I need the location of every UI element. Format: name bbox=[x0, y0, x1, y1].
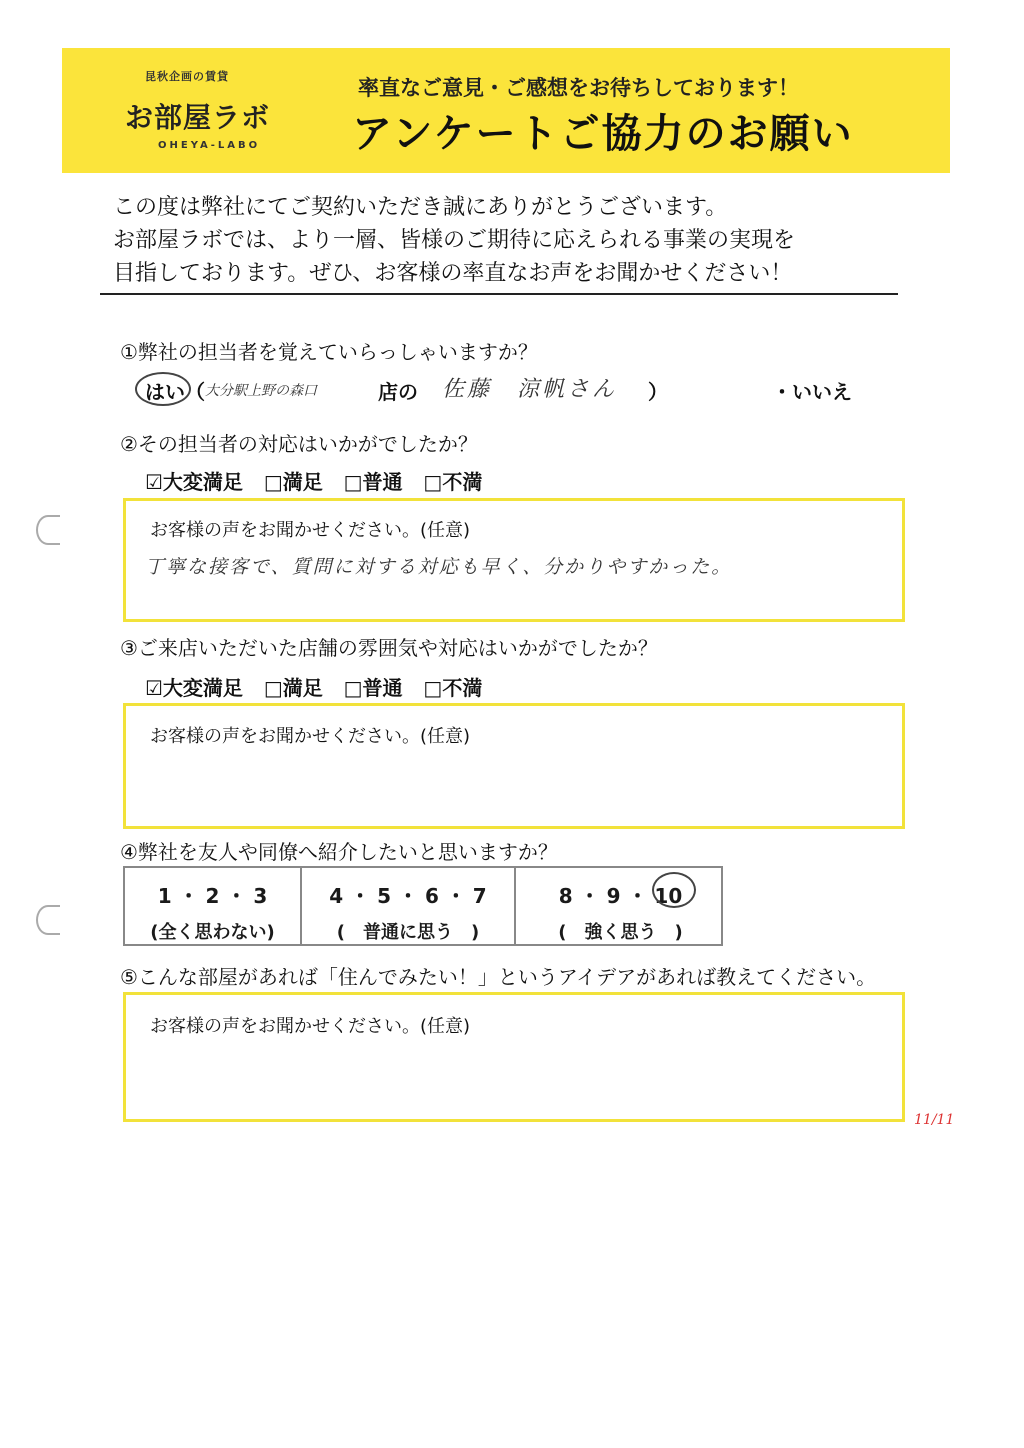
marginal-date-mark: 11/11 bbox=[914, 1112, 955, 1128]
q3-voice-label: お客様の声をお聞かせください。(任意) bbox=[150, 726, 471, 747]
question-1: ①弊社の担当者を覚えていらっしゃいますか？ bbox=[120, 340, 538, 364]
rating-group-high[interactable] bbox=[516, 868, 725, 944]
question-5: ⑤こんな部屋があれば「住んでみたい！」というアイデアがあれば教えてください。 bbox=[120, 965, 877, 989]
question-2: ②その担当者の対応はいかがでしたか？ bbox=[120, 432, 478, 456]
q1-yes-option bbox=[145, 376, 205, 405]
q2-voice-label: お客様の声をお聞かせください。(任意) bbox=[150, 520, 471, 541]
paren-open: （ bbox=[185, 380, 205, 404]
question-4: ④弊社を友人や同僚へ紹介したいと思いますか？ bbox=[120, 840, 558, 864]
q2-voice-handwritten: 丁寧な接客で、質問に対する対応も早く、分かりやすかった。 bbox=[145, 556, 733, 578]
header-tagline: 率直なご意見・ご感想をお待ちしております！ bbox=[358, 76, 799, 100]
intro-line-1: この度は弊社にてご契約いただき誠にありがとうございます。 bbox=[113, 195, 728, 220]
page-title: アンケートご協力のお願い bbox=[352, 111, 854, 157]
q5-voice-label: お客様の声をお聞かせください。(任意) bbox=[150, 1016, 471, 1037]
logo-tagline: 昆秋企画の賃貸 bbox=[145, 70, 229, 83]
logo: お部屋ラボ bbox=[125, 101, 271, 134]
staff-name-handwritten: 佐藤 涼帆さん bbox=[442, 377, 618, 402]
q2-options bbox=[145, 466, 482, 495]
rating-label: (全く思わない) bbox=[150, 922, 275, 943]
option-satisfied[interactable]: □満足 bbox=[263, 676, 323, 700]
yes-label: はい bbox=[145, 380, 185, 404]
option-normal[interactable]: □普通 bbox=[343, 470, 403, 494]
store-handwritten: 大分駅上野の森口 bbox=[205, 383, 317, 399]
option-normal[interactable]: □普通 bbox=[343, 676, 403, 700]
rating-label: ( 普通に思う ) bbox=[336, 922, 480, 943]
rating-scale bbox=[123, 866, 723, 946]
rating-group-mid[interactable] bbox=[302, 868, 516, 944]
option-very-satisfied[interactable]: ☑大変満足 bbox=[145, 470, 243, 494]
option-very-satisfied[interactable]: ☑大変満足 bbox=[145, 676, 243, 700]
option-dissatisfied[interactable]: □不満 bbox=[423, 676, 483, 700]
intro-line-3: 目指しております。ぜひ、お客様の率直なお声をお聞かせください！ bbox=[113, 261, 793, 286]
logo-subtitle: OHEYA-LABO bbox=[158, 140, 261, 151]
rating-group-low[interactable] bbox=[125, 868, 302, 944]
option-satisfied[interactable]: □満足 bbox=[263, 470, 323, 494]
rating-label: ( 強く思う ) bbox=[558, 922, 683, 943]
question-3: ③ご来店いただいた店舗の雰囲気や対応はいかがでしたか？ bbox=[120, 636, 658, 660]
rating-numbers: 4 ・ 5 ・ 6 ・ 7 bbox=[329, 884, 487, 908]
q1-no-option: ・いいえ bbox=[772, 380, 852, 404]
intro-line-2: お部屋ラボでは、より一層、皆様のご期待に応えられる事業の実現を bbox=[113, 228, 796, 253]
rating-numbers: 1 ・ 2 ・ 3 bbox=[157, 884, 268, 908]
option-dissatisfied[interactable]: □不満 bbox=[423, 470, 483, 494]
paren-close: ） bbox=[648, 380, 668, 404]
selected-10-circle-mark bbox=[652, 872, 696, 908]
punch-hole-mark bbox=[36, 905, 60, 935]
punch-hole-mark bbox=[36, 515, 60, 545]
rating-numbers: 8 ・ 9 ・ 10 bbox=[558, 884, 683, 908]
store-suffix: 店の bbox=[378, 380, 418, 404]
q3-options bbox=[145, 672, 482, 701]
divider bbox=[100, 293, 898, 295]
